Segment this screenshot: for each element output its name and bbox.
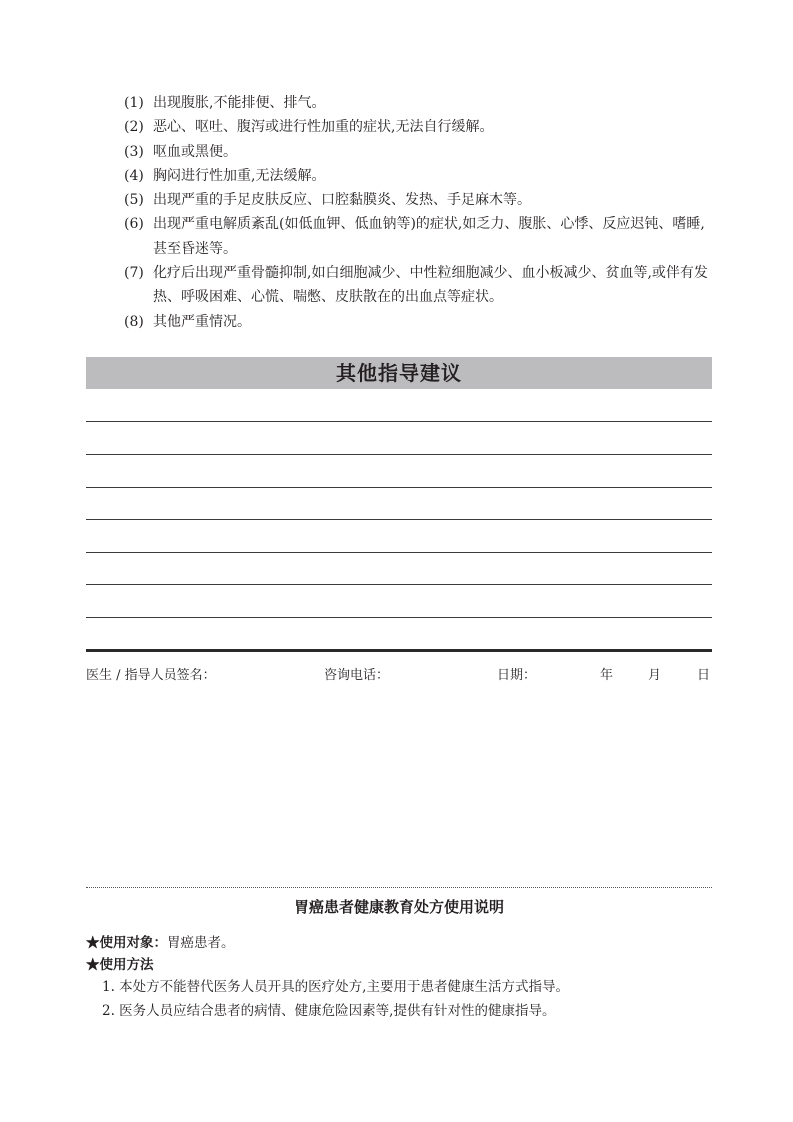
target-value: 胃癌患者。 [167, 935, 235, 951]
usage-title: 胃癌患者健康教育处方使用说明 [293, 898, 504, 916]
item-text: 化疗后出现严重骨髓抑制,如白细胞减少、中性粒细胞减少、血小板减少、贫血等,或伴有发热、呼吸困难、心慌、喘憋、皮肤散在的出血点等症状。 [153, 265, 708, 306]
item-text: 呕血或黑便。 [153, 143, 237, 160]
section-divider [86, 649, 712, 652]
item-number: (6) [124, 216, 144, 233]
item-number: (7) [124, 265, 144, 282]
item-number: (8) [124, 313, 144, 330]
list-item [124, 164, 714, 188]
item-text: 出现腹胀,不能排便、排气。 [153, 95, 326, 111]
item-text: 恶心、呕吐、腹泻或进行性加重的症状,无法自行缓解。 [153, 119, 494, 136]
item-text: 出现严重电解质紊乱(如低血钾、低血钠等)的症状,如乏力、腹胀、心悸、反应迟钝、嗜睡,甚至昏迷等。 [153, 216, 705, 257]
list-item [124, 212, 714, 261]
date-label: 日期： [497, 668, 537, 683]
signature-row [86, 664, 712, 684]
list-item [124, 310, 714, 334]
item-text: 其他严重情况。 [153, 313, 251, 330]
usage-instructions [86, 932, 712, 1023]
list-item [124, 91, 714, 115]
writing-line[interactable] [86, 454, 712, 455]
target-label: ★使用对象： [86, 935, 167, 951]
item-text: 胸闷进行性加重,无法缓解。 [153, 167, 326, 184]
day-label: 日 [697, 668, 711, 683]
method-item: 1. 本处方不能替代医务人员开具的医疗处方,主要用于患者健康生活方式指导。 [102, 979, 569, 995]
writing-line[interactable] [86, 421, 712, 422]
item-text: 出现严重的手足皮肤反应、口腔黏膜炎、发热、手足麻木等。 [153, 192, 531, 209]
phone-label: 咨询电话： [324, 668, 390, 683]
method-label: ★使用方法 [86, 957, 154, 973]
item-number: (2) [124, 119, 144, 136]
doctor-signature-label: 医生 / 指导人员签名： [86, 668, 216, 683]
writing-line[interactable] [86, 552, 712, 553]
item-number: (4) [124, 167, 144, 184]
section-title: 其他指导建议 [336, 361, 462, 385]
writing-line[interactable] [86, 487, 712, 488]
writing-line[interactable] [86, 519, 712, 520]
item-number: (1) [124, 95, 144, 111]
item-number: (3) [124, 143, 144, 160]
method-item: 2. 医务人员应结合患者的病情、健康危险因素等,提供有针对性的健康指导。 [102, 1002, 556, 1019]
list-item [124, 115, 714, 139]
usage-target [86, 932, 712, 954]
item-number: (5) [124, 192, 144, 209]
list-item [124, 140, 714, 164]
year-label: 年 [600, 668, 614, 683]
list-item [124, 188, 714, 212]
warning-list [124, 91, 714, 334]
writing-line[interactable] [86, 617, 712, 618]
other-advice-header [86, 357, 712, 389]
dotted-divider [86, 887, 712, 888]
writing-line[interactable] [86, 584, 712, 585]
month-label: 月 [648, 668, 662, 683]
list-item [124, 261, 714, 310]
